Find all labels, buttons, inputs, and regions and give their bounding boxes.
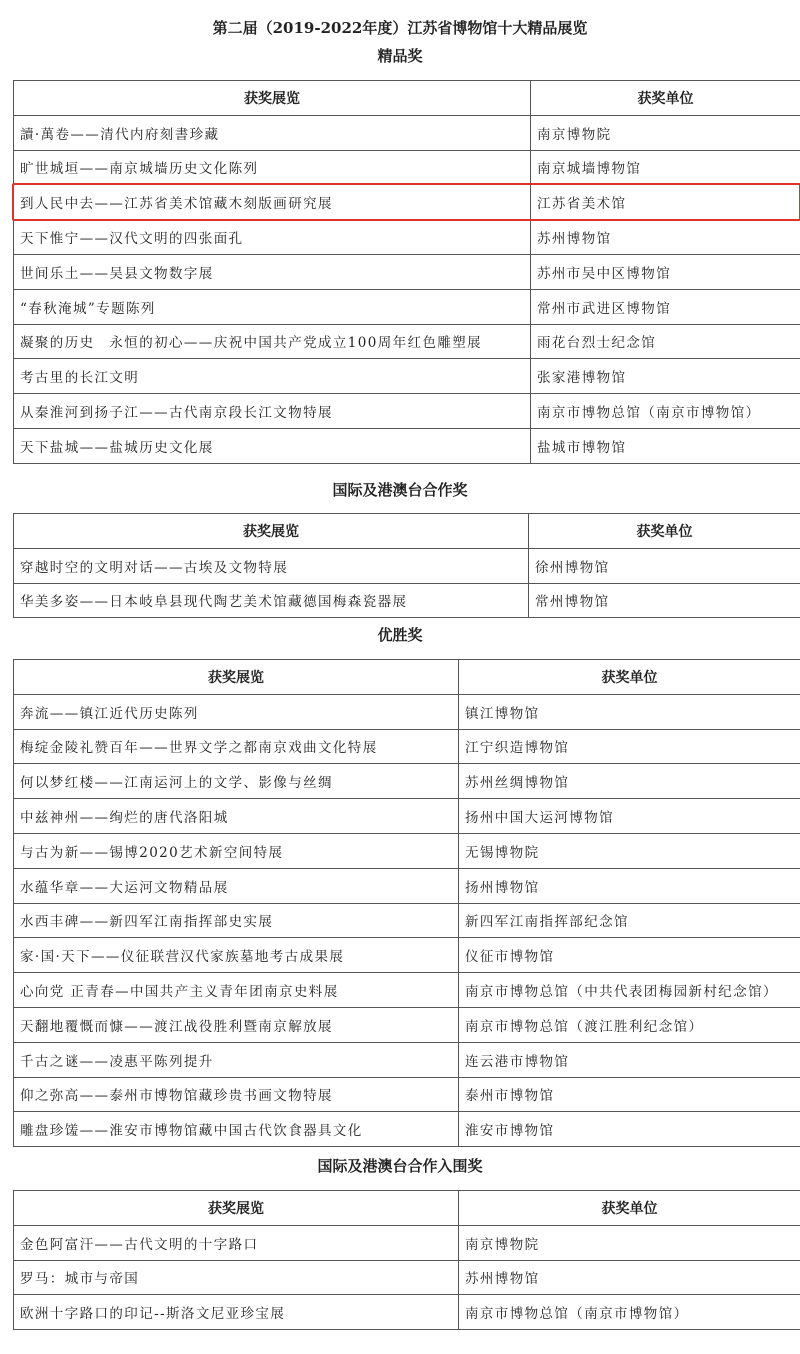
header-institution: 获奖单位 [459,660,800,695]
table-row [14,289,800,324]
table-row [14,254,800,289]
table-row [14,548,800,583]
table-row [14,903,800,938]
table-header-row [14,514,800,549]
institution-name: 江宁织造博物馆 [459,729,800,764]
exhibition-name: 凝聚的历史 永恒的初心——庆祝中国共产党成立100周年红色雕塑展 [14,324,531,359]
exhibition-name: 仰之弥高——泰州市博物馆藏珍贵书画文物特展 [14,1077,459,1112]
exhibition-name: 天下惟宁——汉代文明的四张面孔 [14,220,531,255]
institution-name: 连云港市博物馆 [459,1042,800,1077]
table-row [14,868,800,903]
award-table [13,1190,800,1330]
exhibition-name: “春秋淹城”专题陈列 [14,289,531,324]
award-table [13,80,800,464]
institution-name: 新四军江南指挥部纪念馆 [459,903,800,938]
header-exhibition: 获奖展览 [14,1191,459,1226]
table-header-row [14,1191,800,1226]
exhibition-name: 世间乐土——吴县文物数字展 [14,254,531,289]
table-row [14,150,800,185]
institution-name: 南京博物院 [459,1225,800,1260]
table-row [14,1295,800,1330]
institution-name: 苏州市吴中区博物馆 [531,254,800,289]
exhibition-name: 与古为新——锡博2020艺术新空间特展 [14,833,459,868]
exhibition-name: 家·国·天下——仪征联营汉代家族墓地考古成果展 [14,938,459,973]
institution-name: 江苏省美术馆 [531,185,800,220]
table-row [14,1077,800,1112]
table-row [14,1042,800,1077]
exhibition-name: 华美多姿——日本岐阜县现代陶艺美术馆藏德国梅森瓷器展 [14,583,529,618]
institution-name: 徐州博物馆 [529,548,800,583]
institution-name: 苏州丝绸博物馆 [459,764,800,799]
institution-name: 南京市博物总馆（渡江胜利纪念馆） [459,1007,800,1042]
table-row [14,583,800,618]
header-institution: 获奖单位 [531,81,800,116]
table-row [14,324,800,359]
exhibition-name: 从秦淮河到扬子江——古代南京段长江文物特展 [14,394,531,429]
institution-name: 南京博物院 [531,115,800,150]
section-title: 国际及港澳台合作奖 [332,481,468,499]
exhibition-name: 天下盐城——盐城历史文化展 [14,428,531,463]
exhibition-name: 水蕴华章——大运河文物精品展 [14,868,459,903]
exhibition-name: 欧洲十字路口的印记--斯洛文尼亚珍宝展 [14,1295,459,1330]
exhibition-name: 罗马：城市与帝国 [14,1260,459,1295]
exhibition-name: 金色阿富汗——古代文明的十字路口 [14,1225,459,1260]
table-row [14,729,800,764]
table-row [14,185,800,220]
award-table [13,513,800,618]
header-exhibition: 获奖展览 [14,514,529,549]
document-title: 第二届（2019-2022年度）江苏省博物馆十大精品展览 [212,19,588,37]
table-row [14,428,800,463]
header-exhibition: 获奖展览 [14,81,531,116]
exhibition-name: 雕盘珍馐——淮安市博物馆藏中国古代饮食器具文化 [14,1112,459,1147]
institution-name: 南京市博物总馆（南京市博物馆） [531,394,800,429]
institution-name: 常州博物馆 [529,583,800,618]
institution-name: 镇江博物馆 [459,694,800,729]
exhibition-name: 中兹神州——绚烂的唐代洛阳城 [14,799,459,834]
table-row [14,694,800,729]
institution-name: 淮安市博物馆 [459,1112,800,1147]
table-row [14,1260,800,1295]
exhibition-name: 何以梦红楼——江南运河上的文学、影像与丝绸 [14,764,459,799]
table-row [14,359,800,394]
institution-name: 常州市武进区博物馆 [531,289,800,324]
institution-name: 无锡博物院 [459,833,800,868]
institution-name: 雨花台烈士纪念馆 [531,324,800,359]
header-institution: 获奖单位 [459,1191,800,1226]
header-exhibition: 获奖展览 [14,660,459,695]
institution-name: 仪征市博物馆 [459,938,800,973]
award-table [13,659,800,1147]
institution-name: 泰州市博物馆 [459,1077,800,1112]
institution-name: 南京市博物总馆（南京市博物馆） [459,1295,800,1330]
section-title: 精品奖 [377,47,423,65]
exhibition-name: 水西丰碑——新四军江南指挥部史实展 [14,903,459,938]
section-title: 国际及港澳台合作入围奖 [317,1157,483,1175]
header-institution: 获奖单位 [529,514,800,549]
table-row [14,220,800,255]
table-row [14,1225,800,1260]
institution-name: 苏州博物馆 [531,220,800,255]
institution-name: 苏州博物馆 [459,1260,800,1295]
institution-name: 张家港博物馆 [531,359,800,394]
exhibition-name: 奔流——镇江近代历史陈列 [14,694,459,729]
table-row [14,938,800,973]
institution-name: 扬州博物馆 [459,868,800,903]
table-row [14,394,800,429]
exhibition-name: 梅绽金陵礼赞百年——世界文学之都南京戏曲文化特展 [14,729,459,764]
exhibition-name: 天翻地覆慨而慷——渡江战役胜利暨南京解放展 [14,1007,459,1042]
table-row [14,115,800,150]
exhibition-name: 旷世城垣——南京城墙历史文化陈列 [14,150,531,185]
table-header-row [14,81,800,116]
institution-name: 南京市博物总馆（中共代表团梅园新村纪念馆） [459,973,800,1008]
table-header-row [14,660,800,695]
exhibition-name: 到人民中去——江苏省美术馆藏木刻版画研究展 [14,185,531,220]
section-title: 优胜奖 [377,626,423,644]
table-row [14,1007,800,1042]
table-row [14,799,800,834]
exhibition-name: 讀·萬卷——清代内府刻書珍藏 [14,115,531,150]
exhibition-name: 考古里的长江文明 [14,359,531,394]
table-row [14,833,800,868]
institution-name: 盐城市博物馆 [531,428,800,463]
table-row [14,973,800,1008]
institution-name: 扬州中国大运河博物馆 [459,799,800,834]
exhibition-name: 心向党 正青春—中国共产主义青年团南京史料展 [14,973,459,1008]
table-row [14,1112,800,1147]
exhibition-name: 穿越时空的文明对话——古埃及文物特展 [14,548,529,583]
table-row [14,764,800,799]
institution-name: 南京城墙博物馆 [531,150,800,185]
exhibition-name: 千古之谜——凌惠平陈列提升 [14,1042,459,1077]
